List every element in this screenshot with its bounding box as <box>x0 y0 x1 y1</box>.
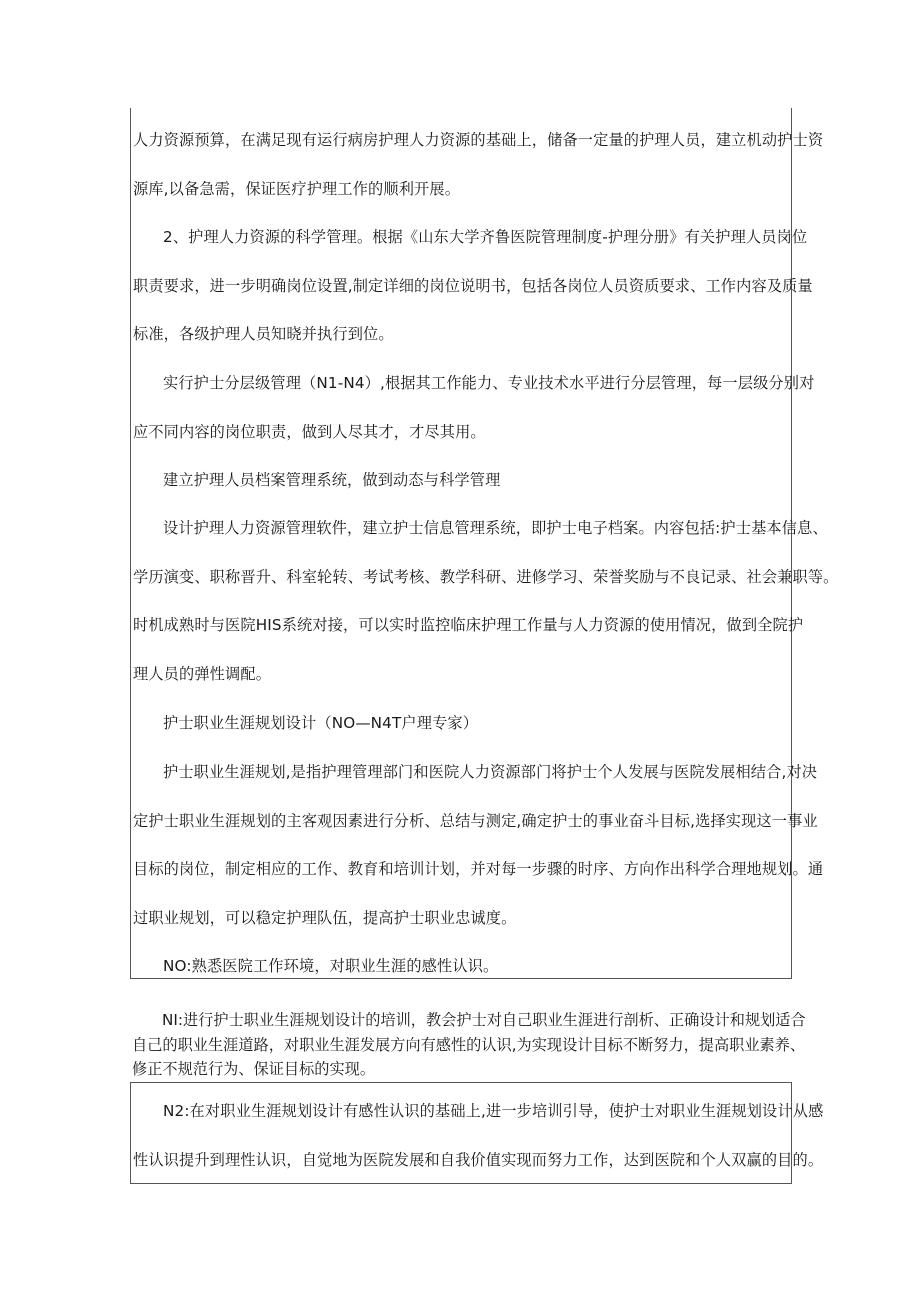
text-line: 过职业规划，可以稳定护理队伍，提高护士职业忠诚度。 <box>133 908 517 927</box>
paragraph-n2 <box>133 1087 824 1184</box>
text-line: 性认识提升到理性认识，自觉地为医院发展和自我价值实现而努力工作，达到医院和个人双赢的目的。 <box>133 1150 824 1169</box>
text-line: 自己的职业生涯道路，对职业生涯发展方向有感性的认识,为实现设计目标不断努力，提高职业素养、 <box>132 1035 806 1054</box>
paragraph-scientific-management <box>133 213 813 359</box>
text-line: NO:熟悉医院工作环境，对职业生涯的感性认识。 <box>163 957 499 975</box>
paragraph-archive-system <box>133 456 791 505</box>
text-line: 护士职业生涯规划设计（NO—N4T户理专家） <box>163 714 479 732</box>
text-line: 2、护理人力资源的科学管理。根据《山东大学齐鲁医院管理制度-护理分册》有关护理人员岗位 <box>163 228 808 246</box>
paragraph-hr-budget <box>133 116 824 213</box>
text-line: 护士职业生涯规划,是指护理管理部门和医院人力资源部门将护士个人发展与医院发展相结合,对决 <box>163 763 818 781</box>
text-frame-upper <box>130 108 839 979</box>
text-line: 标准，各级护理人员知晓并执行到位。 <box>133 325 394 343</box>
text-line: 理人员的弹性调配。 <box>133 664 272 683</box>
text-line: 应不同内容的岗位职责，做到人尽其才，才尽其用。 <box>133 422 486 441</box>
text-frame-lower <box>130 1082 824 1184</box>
text-line: 定护士职业生涯规划的主客观因素进行分析、总结与测定,确定护士的事业奋斗目标,选择实现这一事业 <box>133 811 818 830</box>
text-line: 修正不规范行为、保证目标的实现。 <box>132 1060 375 1078</box>
text-line: 实行护士分层级管理（N1-N4）,根据其工作能力、专业技术水平进行分层管理，每一层级分别对 <box>163 374 815 392</box>
paragraph-tiered-management <box>133 359 815 456</box>
paragraph-career-planning-title <box>133 699 791 748</box>
paragraph-software-design <box>133 504 839 698</box>
text-line: 设计护理人力资源管理软件，建立护士信息管理系统，即护士电子档案。内容包括:护士基本信息、 <box>163 519 828 537</box>
text-line: 人力资源预算，在满足现有运行病房护理人力资源的基础上，储备一定量的护理人员，建立机动护士资 <box>133 131 824 149</box>
paragraph-n0 <box>133 942 791 991</box>
text-line: 建立护理人员档案管理系统，做到动态与科学管理 <box>163 471 501 489</box>
text-line: N2:在对职业生涯规划设计有感性认识的基础上,进一步培训引导，使护士对职业生涯规划设计从感 <box>163 1102 824 1120</box>
text-line: 目标的岗位，制定相应的工作、教育和培训计划，并对每一步骤的时序、方向作出科学合理地规划。通 <box>133 860 824 878</box>
text-line: 源库,以备急需，保证医疗护理工作的顺利开展。 <box>133 179 461 198</box>
text-line: 学历演变、职称晋升、科室轮转、考试考核、教学科研、进修学习、荣誉奖励与不良记录、社会兼职等。 <box>133 567 839 586</box>
text-line: 时机成熟时与医院HIS系统对接，可以实时监控临床护理工作量与人力资源的使用情况，做到全院护 <box>133 616 804 634</box>
text-line: NI:进行护士职业生涯规划设计的培训，教会护士对自己职业生涯进行剖析、正确设计和规划适合 <box>162 1011 806 1029</box>
paragraph-career-planning <box>133 748 824 942</box>
paragraph-n1 <box>132 1008 806 1082</box>
text-line: 职责要求，进一步明确岗位设置,制定详细的岗位说明书，包括各岗位人员资质要求、工作内容及质量 <box>133 276 813 295</box>
